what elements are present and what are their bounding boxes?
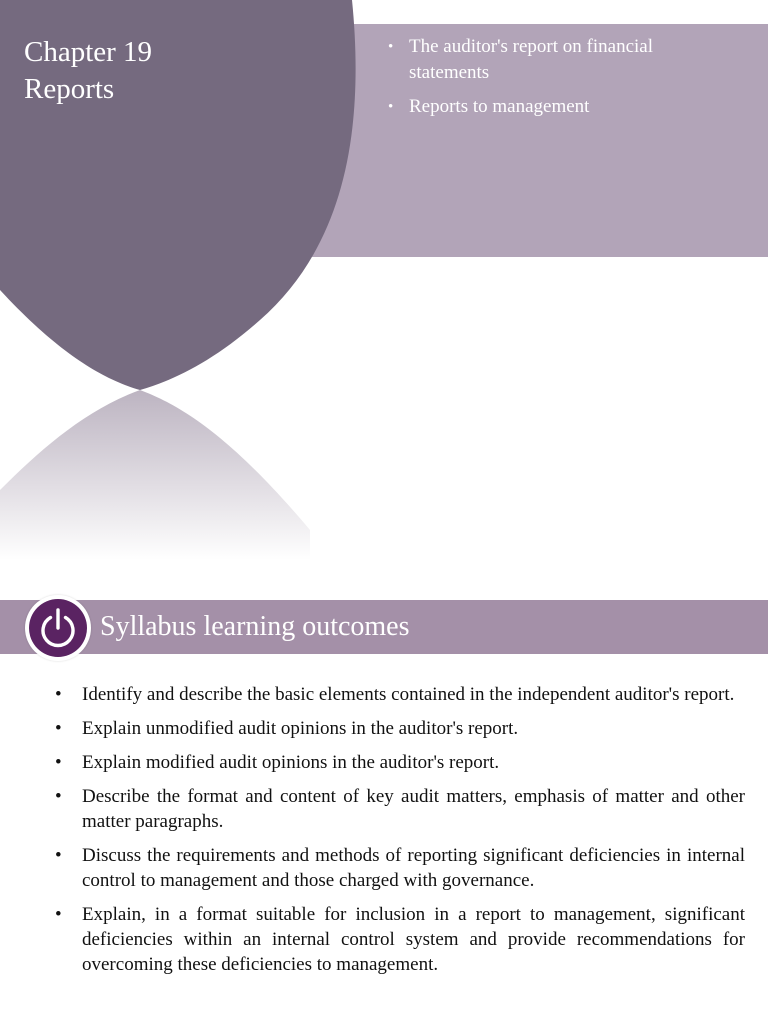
learning-outcome-item: • Describe the format and content of key audit matters, emphasis of matter and other matter paragraphs. bbox=[48, 784, 745, 834]
learning-outcome-item: • Explain modified audit opinions in the auditor's report. bbox=[48, 750, 745, 775]
syllabus-heading: Syllabus learning outcomes bbox=[100, 611, 410, 642]
shield-reflection bbox=[0, 390, 310, 560]
learning-outcome-item: • Identify and describe the basic elements contained in the independent auditor's report. bbox=[48, 682, 745, 707]
learning-outcome-item: • Explain, in a format suitable for inclusion in a report to management, significant deficiencies within an internal control system and provide recommendations for overcoming these deficiencies to management. bbox=[48, 902, 745, 977]
learning-outcome-item: • Discuss the requirements and methods of reporting significant deficiencies in internal control to management and those charged with governance. bbox=[48, 843, 745, 893]
chapter-name: Reports bbox=[24, 73, 115, 105]
learning-outcomes-list bbox=[48, 682, 745, 986]
power-icon bbox=[25, 595, 91, 661]
chapter-topics-list bbox=[388, 34, 733, 128]
topic-item: • The auditor's report on financial statements bbox=[388, 34, 733, 86]
chapter-title bbox=[24, 34, 152, 108]
topic-item: • Reports to management bbox=[388, 94, 733, 120]
chapter-number: Chapter 19 bbox=[24, 36, 153, 68]
learning-outcome-item: • Explain unmodified audit opinions in the auditor's report. bbox=[48, 716, 745, 741]
